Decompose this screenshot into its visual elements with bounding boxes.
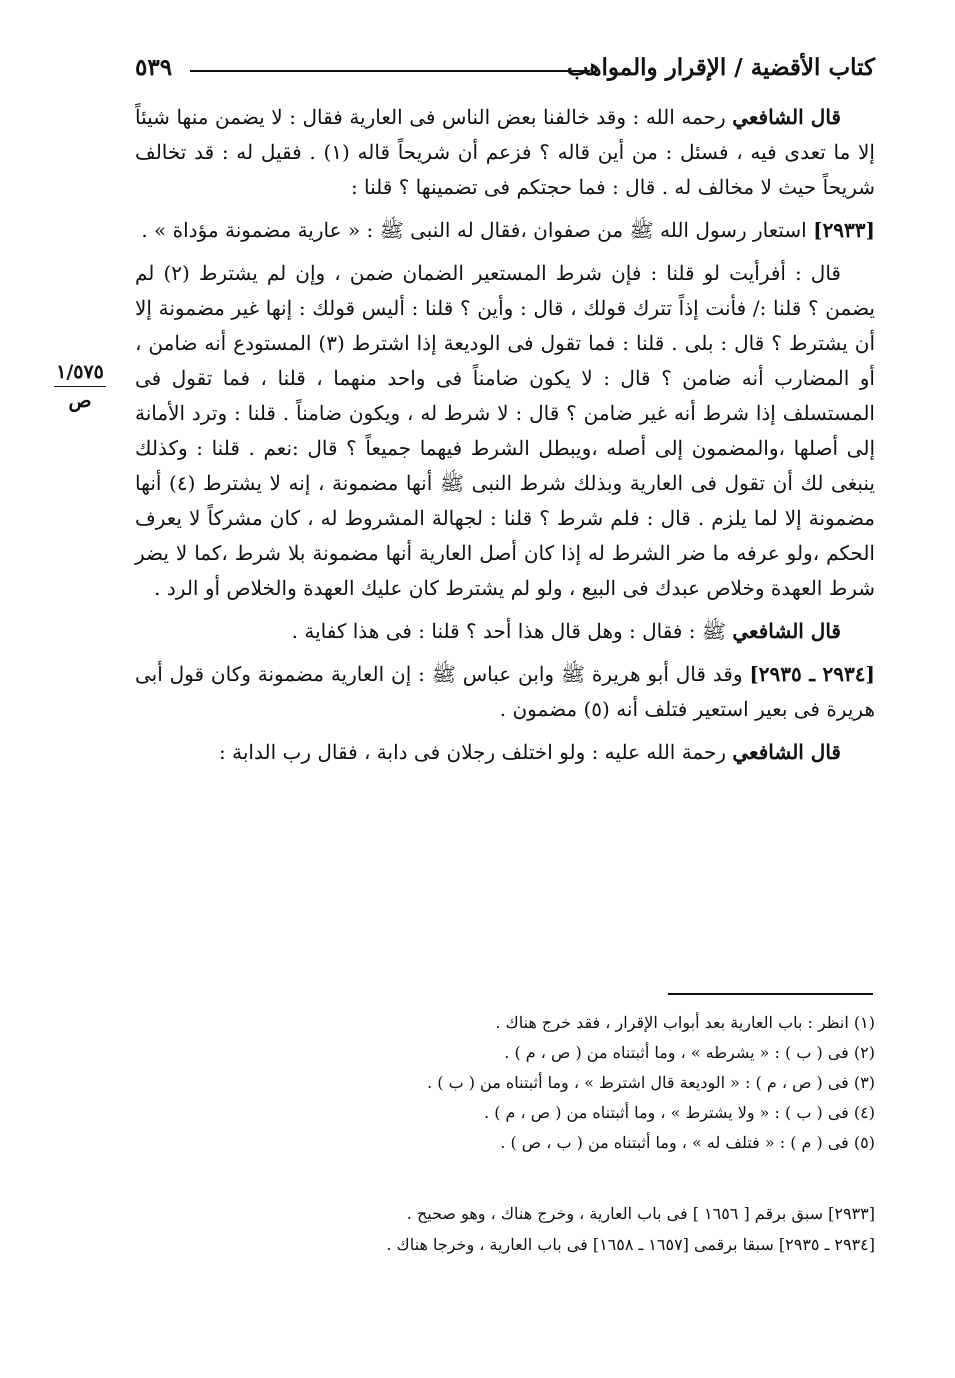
footnotes xyxy=(300,1008,875,1158)
hadith-number: [٢٩٣٣] xyxy=(813,218,875,242)
paragraph-3 xyxy=(135,256,875,606)
reference-note: [٢٩٣٤ ـ ٢٩٣٥] سبقا برقمى [١٦٥٧ ـ ١٦٥٨] فى باب العارية ، وخرجا هناك . xyxy=(386,1235,875,1254)
speaker-label: قال الشافعي xyxy=(732,619,841,643)
footnote: (١) انظر : باب العارية بعد أبواب الإقرار ، فقد خرج هناك . xyxy=(495,1013,875,1032)
footnote-separator xyxy=(668,993,873,995)
reference-note: [٢٩٣٣] سبق برقم [ ١٦٥٦ ] فى باب العارية ، وخرج هناك ، وهو صحيح . xyxy=(406,1204,875,1223)
paragraph-text: رحمة الله عليه : ولو اختلف رجلان فى دابة ، فقال رب الدابة : xyxy=(219,740,733,764)
paragraph-1 xyxy=(135,100,875,205)
paragraph-text: رحمه الله : وقد خالفنا بعض الناس فى العارية فقال : لا يضمن منها شيئاً إلا ما تعدى فيه ، فسئل : من أين قاله ؟ فزعم أن شريحاً قاله (١) . فقيل له : قد تخالف شريحاً حيث لا مخالف له . قال : فما حجتكم فى تضمينها ؟ قلنا : xyxy=(135,105,875,199)
paragraph-4 xyxy=(135,614,875,649)
hadith-references xyxy=(300,1198,875,1260)
manuscript-margin-note xyxy=(50,360,110,413)
footnote: (٣) فى ( ص ، م ) : « الوديعة قال اشترط » ، وما أثبتناه من ( ب ) . xyxy=(427,1073,875,1092)
paragraph-text: استعار رسول الله ﷺ من صفوان ،فقال له النبى ﷺ : « عارية مضمونة مؤداة » . xyxy=(141,218,814,242)
hadith-number: [٢٩٣٤ ـ ٢٩٣٥] xyxy=(749,662,875,686)
paragraph-2 xyxy=(135,213,875,248)
paragraph-text: قال : أفرأيت لو قلنا : فإن شرط المستعير الضمان ضمن ، وإن لم يشترط (٢) لم يضمن ؟ قلنا :/ فأنت إذاً تترك قولك ، قال : وأين ؟ قلنا : أليس قولك : إنها غير مضمونة إلا أن يشترط ؟ قال : بلى . قلنا : فما تقول فى الوديعة إذا اشترط (٣) المستودع أنه ضامن ، أو المضارب أنه ضامن ؟ قال : لا يكون ضامناً فى واحد منهما ، قلنا ، فما تقول فى المستسلف إذا شرط أنه غير ضامن ؟ قال : لا شرط له ، ويكون ضامناً . قلنا : وترد الأمانة إلى أصلها ،والمضمون إلى أصله ،ويبطل الشرط فيهما جميعاً ؟ قال :نعم . قلنا : وكذلك ينبغى لك أن تقول فى العارية وبذلك شرط النبى ﷺ أنها مضمونة ، إنه لا يشترط (٤) أنها مضمونة إلا لما يلزم . قال : فلم شرط ؟ قلنا : لجهالة المشروط له ، كان مشركاً لا يعرف الحكم ،ولو عرفه ما ضر الشرط له إذا كان أصل العارية أنها مضمونة بلا شرط ،كما لا يضر شرط العهدة وخلاص عبدك فى البيع ، ولو لم يشترط كان عليك العهدة والخلاص أو الرد . xyxy=(135,261,876,600)
margin-note-folio: ١/٥٧٥ xyxy=(56,361,104,383)
paragraph-5 xyxy=(135,657,875,727)
running-header xyxy=(135,52,875,92)
main-text xyxy=(135,100,875,770)
header-rule xyxy=(190,70,590,72)
footnote: (٢) فى ( ب ) : « يشرطه » ، وما أثبتناه من ( ص ، م ) . xyxy=(504,1043,875,1062)
header-title: كتاب الأقضية / الإقرار والمواهب xyxy=(566,54,875,81)
paragraph-text: وقد قال أبو هريرة ﷺ وابن عباس ﷺ : إن العارية مضمونة وكان قول أبى هريرة فى بعير استعير فتلف أنه (٥) مضمون . xyxy=(135,662,875,721)
paragraph-text: ﷺ : فقال : وهل قال هذا أحد ؟ قلنا : فى هذا كفاية . xyxy=(291,619,733,643)
speaker-label: قال الشافعي xyxy=(732,740,841,764)
footnote: (٥) فى ( م ) : « فتلف له » ، وما أثبتناه من ( ب ، ص ) . xyxy=(500,1133,875,1152)
margin-note-manuscript: ص xyxy=(68,390,92,412)
page-number: ٥٣٩ xyxy=(135,54,173,81)
margin-note-divider xyxy=(54,386,106,387)
paragraph-6 xyxy=(135,735,875,770)
speaker-label: قال الشافعي xyxy=(732,105,841,129)
footnote: (٤) فى ( ب ) : « ولا يشترط » ، وما أثبتناه من ( ص ، م ) . xyxy=(484,1103,875,1122)
